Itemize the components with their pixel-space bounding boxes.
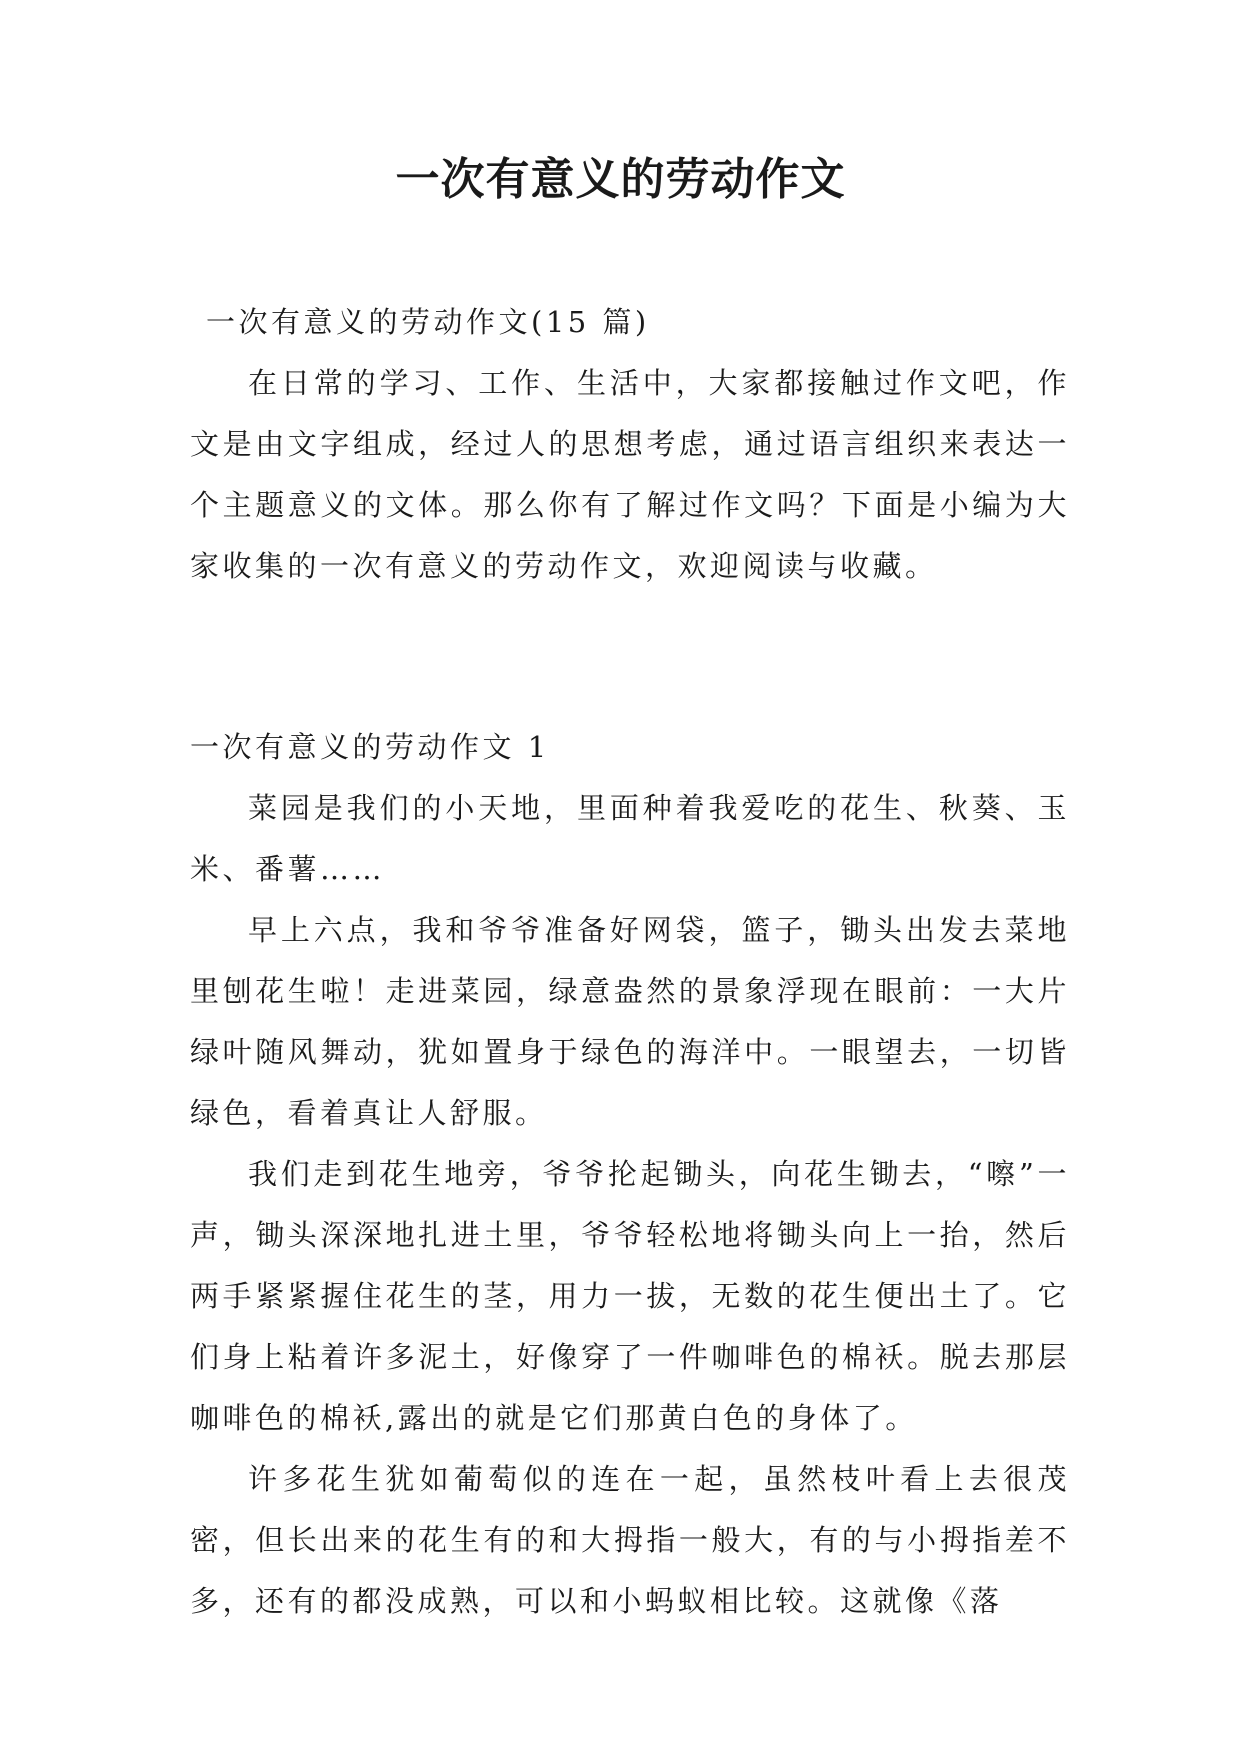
essay-section <box>190 717 1070 1632</box>
document-title: 一次有意义的劳动作文 <box>395 154 846 205</box>
section-heading: 一次有意义的劳动作文 1 <box>190 730 550 764</box>
document-subtitle: 一次有意义的劳动作文(15 篇) <box>206 305 650 339</box>
document-body <box>190 292 1070 1632</box>
section-paragraph: 我们走到花生地旁，爷爷抡起锄头，向花生锄去，“嚓”一声，锄头深深地扎进土里，爷爷轻松地将锄头向上一抬，然后两手紧紧握住花生的茎，用力一拔，无数的花生便出土了。它们身上粘着许多泥土，好像穿了一件咖啡色的棉袄。脱去那层咖啡色的棉袄,露出的就是它们那黄白色的身体了。 <box>190 1157 1070 1435</box>
section-paragraph: 早上六点，我和爷爷准备好网袋，篮子，锄头出发去菜地里刨花生啦！走进菜园，绿意盎然的景象浮现在眼前：一大片绿叶随风舞动，犹如置身于绿色的海洋中。一眼望去，一切皆绿色，看着真让人舒服。 <box>190 913 1070 1130</box>
section-paragraph: 许多花生犹如葡萄似的连在一起，虽然枝叶看上去很茂密，但长出来的花生有的和大拇指一般大，有的与小拇指差不多，还有的都没成熟，可以和小蚂蚁相比较。这就像《落 <box>190 1462 1070 1618</box>
section-paragraph: 菜园是我们的小天地，里面种着我爱吃的花生、秋葵、玉米、番薯…… <box>190 791 1070 886</box>
intro-paragraph: 在日常的学习、工作、生活中，大家都接触过作文吧，作文是由文字组成，经过人的思想考虑，通过语言组织来表达一个主题意义的文体。那么你有了解过作文吗？下面是小编为大家收集的一次有意义的劳动作文，欢迎阅读与收藏。 <box>190 366 1070 583</box>
